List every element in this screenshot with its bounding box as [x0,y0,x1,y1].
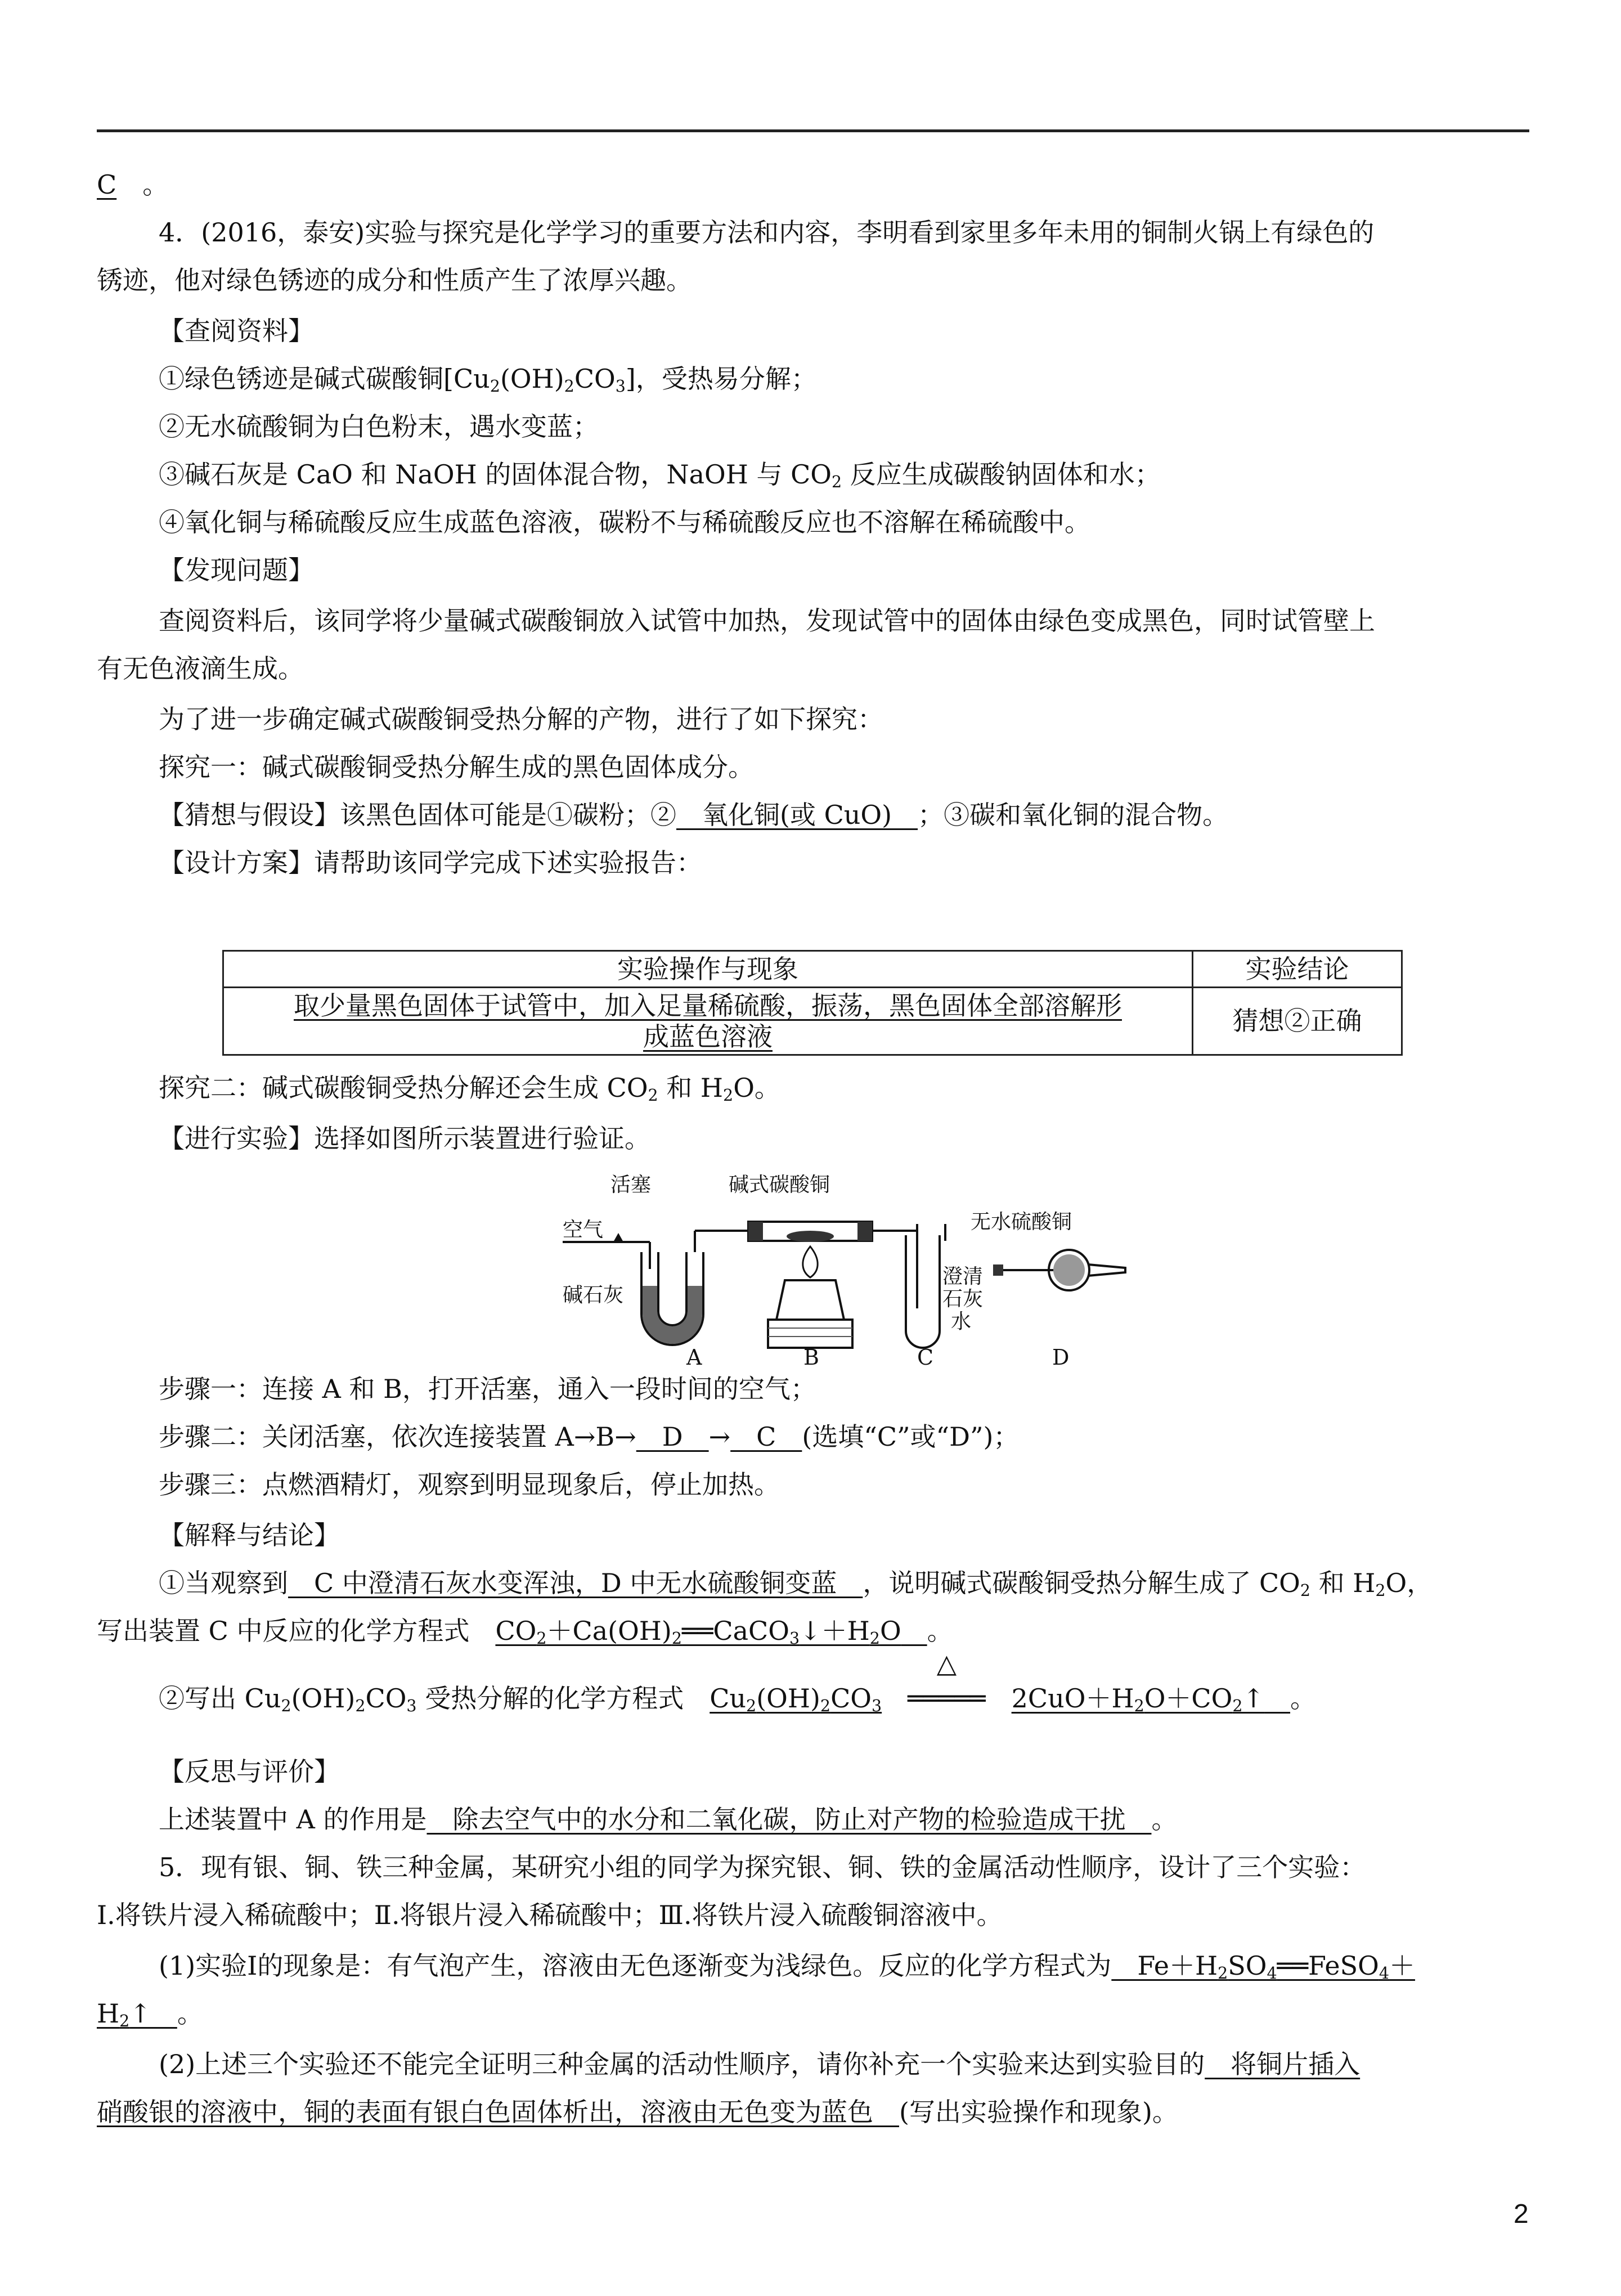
explain-2: ②写出 $Cu_2(OH)_2CO_3$ 受热分解的化学方程式 $Cu_2(OH)_2CO_3$ △ ═════ $2CuO+H_2O+CO_2↑$ 。 [159,1648,1317,1716]
label-A: A [686,1345,702,1370]
step-two: 步骤二：关闭活塞，依次连接装置 A→B→ D → C (选填“C”或“D”)； [159,1421,1020,1452]
reflect-line: 上述装置中 A 的作用是 除去空气中的水分和二氧化碳，防止对产物的检验造成干扰 。 [159,1804,1178,1835]
table-cell-operation: 取少量黑色固体于试管中，加入足量稀硫酸，振荡，黑色固体全部溶解形 成蓝色溶液 [223,988,1193,1055]
heat-sign: △ ═════ [908,1648,986,1714]
table-header-operation: 实验操作与现象 [223,951,1193,988]
flame-icon [803,1246,818,1277]
explain-1-line2: 写出装置 C 中反应的化学方程式 $CO_2+Ca(OH)_2══CaCO_3↓+H_2O$ 。 [97,1616,953,1648]
valve-icon [613,1233,623,1242]
problem-text-line2: 有无色液滴生成。 [97,653,304,684]
section-heading-problem: 【发现问题】 [159,555,314,585]
limewater-test-tube [906,1235,940,1348]
q5-part1-line2: $H_2↑$ 。 [97,1998,203,2031]
q5-part2-line2: 硝酸银的溶液中，铜的表面有银白色固体析出，溶液由无色变为蓝色 (写出实验操作和现象)。 [97,2097,1178,2127]
step-two-answer-2: C [730,1421,802,1452]
table-header-conclusion: 实验结论 [1193,951,1402,988]
label-B: B [803,1345,819,1370]
reference-item-1: ①绿色锈迹是碱式碳酸铜$[Cu_2(OH)_2CO_3]$，受热易分解； [159,364,817,396]
table-cell-conclusion: 猜想②正确 [1193,988,1402,1055]
equation-decomposition-right: $2CuO+H_2O+CO_2↑$ [1011,1683,1265,1716]
label-D: D [1052,1345,1070,1370]
explore-two: 探究二：碱式碳酸铜受热分解还会生成 $CO_2$ 和 $H_2O$。 [159,1073,780,1105]
carry-over-answer: C 。 [97,169,169,200]
explore-one: 探究一：碱式碳酸铜受热分解生成的黑色固体成分。 [159,752,754,782]
design-heading: 【设计方案】请帮助该同学完成下述实验报告： [159,847,702,878]
section-heading-reflect: 【反思与评价】 [159,1756,340,1787]
q5-intro-line1: 5．现有银、铜、铁三种金属，某研究小组的同学为探究银、铜、铁的金属活动性顺序，设计了三个实验： [159,1852,1366,1882]
reference-item-4: ④氧化铜与稀硫酸反应生成蓝色溶液，碳粉不与稀硫酸反应也不溶解在稀硫酸中。 [159,507,1090,537]
explain-1-answer: C 中澄清石灰水变浑浊，D 中无水硫酸铜变蓝 [288,1568,863,1598]
q5-part2-line1: (2)上述三个实验还不能完全证明三种金属的活动性顺序，请你补充一个实验来达到实验目的 将铜片插入 [159,2049,1360,2079]
delta-icon: △ [936,1648,957,1679]
hypothesis-line: 【猜想与假设】该黑色固体可能是①碳粉；② 氧化铜(或 CuO) ；③碳和氧化铜的混合物。 [159,800,1229,830]
hypothesis-answer: 氧化铜(或 CuO) [676,800,918,830]
experiment-heading: 【进行实验】选择如图所示装置进行验证。 [159,1123,650,1154]
header-rule [97,129,1529,132]
q5-part1-line1: (1)实验Ⅰ的现象是：有气泡产生，溶液由无色逐渐变为浅绿色。反应的化学方程式为 $Fe+H_2SO_4══FeSO_4+$ [159,1950,1416,1983]
reflect-answer: 除去空气中的水分和二氧化碳，防止对产物的检验造成干扰 [426,1804,1152,1835]
problem-text-line1: 查阅资料后，该同学将少量碱式碳酸铜放入试管中加热，发现试管中的固体由绿色变成黑色，同时试管壁上 [159,606,1375,636]
q5-part2-answer-1: 将铜片插入 [1205,2049,1360,2079]
apparatus-figure [557,1168,1131,1370]
q4-intro-line1: 4．(2016，泰安)实验与探究是化学学习的重要方法和内容，李明看到家里多年未用的铜制火锅上有绿色的 [159,217,1375,248]
label-soda-lime: 碱石灰 [563,1284,624,1307]
section-heading-references: 【查阅资料】 [159,316,314,346]
q4-intro-line2: 锈迹，他对绿色锈迹的成分和性质产生了浓厚兴趣。 [97,265,692,295]
label-C: C [917,1345,934,1370]
label-water: 水 [951,1310,972,1333]
label-malachite: 碱式碳酸铜 [729,1173,830,1196]
label-cuso4: 无水硫酸铜 [971,1210,1072,1234]
label-valve: 活塞 [610,1173,652,1196]
equation-decomposition-left: $Cu_2(OH)_2CO_3$ [710,1683,882,1716]
label-air: 空气 [563,1218,604,1241]
lamp-stand [768,1320,852,1348]
reference-item-2: ②无水硫酸铜为白色粉末，遇水变蓝； [159,411,599,442]
explain-1-line1: ①当观察到 C 中澄清石灰水变浑浊，D 中无水硫酸铜变蓝 ，说明碱式碳酸铜受热分解生成了 $CO_2$ 和 $H_2O$， [159,1568,1433,1600]
label-lime: 石灰 [942,1288,984,1311]
page-number: 2 [1514,2199,1529,2229]
reference-item-3: ③碱石灰是 CaO 和 NaOH 的固体混合物，NaOH 与 $CO_2$ 反应生成碳酸钠固体和水； [159,459,1161,492]
sample-pile [787,1231,834,1242]
q5-part2-answer-2: 硝酸银的溶液中，铜的表面有银白色固体析出，溶液由无色变为蓝色 [97,2097,899,2127]
alcohol-lamp [776,1280,844,1320]
step-two-answer-1: D [636,1421,709,1452]
equation-limewater: $CO_2+Ca(OH)_2══CaCO_3↓+H_2O$ [495,1616,901,1648]
label-clear: 澄清 [942,1265,984,1288]
step-one: 步骤一：连接 A 和 B，打开活塞，通入一段时间的空气； [159,1374,816,1404]
q5-intro-line2: Ⅰ.将铁片浸入稀硫酸中；Ⅱ.将银片浸入稀硫酸中；Ⅲ.将铁片浸入硫酸铜溶液中。 [97,1900,1003,1930]
step-three: 步骤三：点燃酒精灯，观察到明显现象后，停止加热。 [159,1469,780,1500]
q5-equation: $Fe+H_2SO_4══FeSO_4+$ [1111,1950,1416,1983]
experiment-report-table [222,950,1403,1056]
section-heading-explain: 【解释与结论】 [159,1520,340,1550]
explore-intro: 为了进一步确定碱式碳酸铜受热分解的产物，进行了如下探究： [159,704,883,734]
soda-lime-fill [643,1286,702,1344]
